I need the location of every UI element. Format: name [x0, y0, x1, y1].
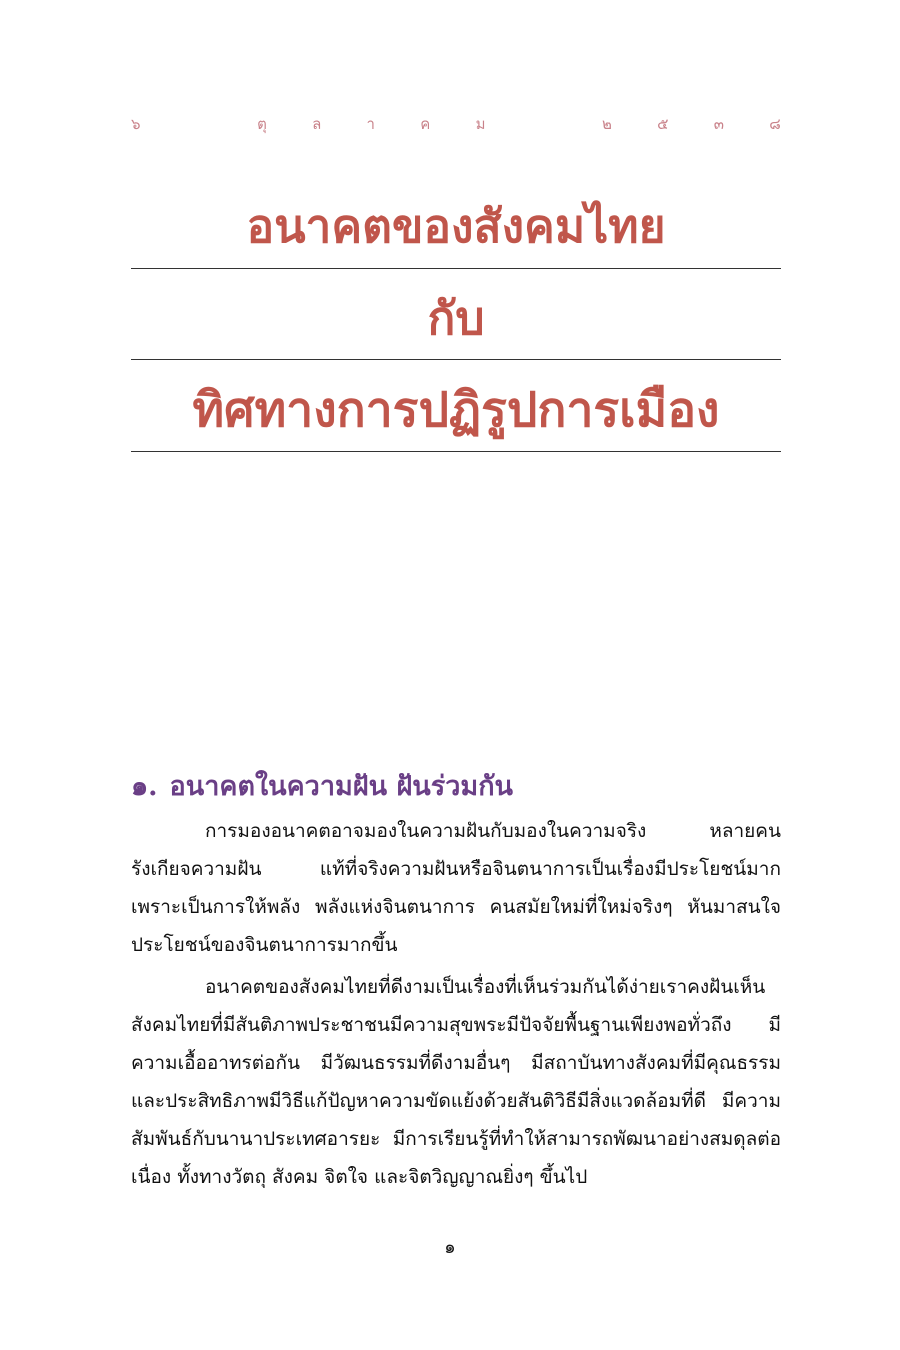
title-divider [131, 268, 781, 269]
date-char: ๓ [713, 115, 725, 133]
title-divider [131, 359, 781, 360]
date-char: ม [475, 115, 486, 133]
title-line-1: อนาคตของสังคมไทย [246, 199, 666, 253]
section-number: ๑. [131, 771, 158, 802]
date-char: า [366, 115, 375, 133]
date-char: ๖ [131, 115, 141, 133]
title-line-2: กับ [427, 291, 485, 345]
title-line-3: ทิศทางการปฏิรูปการเมือง [192, 382, 720, 438]
page-number: ๑ [444, 1237, 456, 1258]
date-char: ๒ [601, 115, 612, 133]
section-heading [131, 764, 513, 807]
title-divider [131, 451, 781, 452]
date-char: ๕ [657, 115, 669, 133]
body-paragraph [131, 812, 781, 964]
body-paragraph [131, 968, 781, 1196]
date-char: ๘ [769, 115, 781, 133]
date-header [131, 112, 781, 136]
paragraph-text: การมองอนาคตอาจมองในความฝันกับมองในความจริง หลายคนรังเกียจความฝัน แท้ที่จริงความฝันหรือจินตนาการเป็นเรื่องมีประโยชน์มาก เพราะเป็นการให้พลัง พลังแห่งจินตนาการ คนสมัยใหม่ที่ใหม่จริงๆ หันมาสนใจประโยชน์ของจินตนาการมากขึ้น [131, 820, 781, 956]
date-char: ตุ [257, 115, 267, 133]
section-title: อนาคตในความฝัน ฝันร่วมกัน [169, 771, 514, 802]
date-char: ค [420, 115, 431, 133]
date-char: ล [312, 115, 322, 133]
paragraph-text: อนาคตของสังคมไทยที่ดีงามเป็นเรื่องที่เห็นร่วมกันได้ง่ายเราคงฝันเห็นสังคมไทยที่มีสันติภาพประชาชนมีความสุขพระมีปัจจัยพื้นฐานเพียงพอทั่วถึง มีความเอื้ออาทรต่อกัน มีวัฒนธรรมที่ดีงามอื่นๆ มีสถาบันทางสังคมที่มีคุณธรรมและประสิทธิภาพมีวิธีแก้ปัญหาความขัดแย้งด้วยสันติวิธีมีสิ่งแวดล้อมที่ดี มีความสัมพันธ์กับนานาประเทศอารยะ มีการเรียนรู้ที่ทำให้สามารถพัฒนาอย่างสมดุลต่อเนื่อง ทั้งทางวัตถุ สังคม จิตใจ และจิตวิญญาณยิ่งๆ ขึ้นไป [131, 976, 781, 1188]
